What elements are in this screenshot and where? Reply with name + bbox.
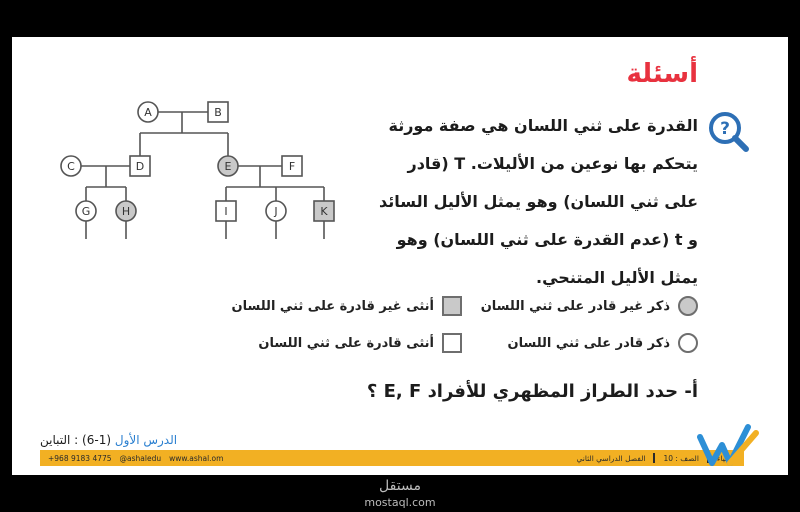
pedigree-individual-h xyxy=(116,201,136,221)
legend-female-nontaster xyxy=(232,296,462,316)
empty-square-icon xyxy=(442,333,462,353)
pedigree-label-a: A xyxy=(144,106,152,119)
pedigree-label-c: C xyxy=(67,160,75,173)
pedigree-generation-3 xyxy=(60,187,340,227)
empty-circle-icon xyxy=(678,333,698,353)
pedigree-label-e: E xyxy=(224,160,232,173)
pedigree-label-j: J xyxy=(274,205,278,218)
watermark-latin: mostaql.com xyxy=(364,496,436,509)
pedigree-individual-g xyxy=(76,201,96,221)
pedigree-individual-i xyxy=(216,201,236,221)
legend-male-nontaster xyxy=(481,296,698,316)
lesson-label xyxy=(40,433,177,447)
pedigree-label-b: B xyxy=(214,106,222,119)
ashal-logo-icon xyxy=(696,423,768,467)
section-heading: أسئلة xyxy=(626,59,698,89)
filled-square-icon xyxy=(442,296,462,316)
lesson-prefix: الدرس الأول xyxy=(114,433,178,447)
footer-subject: الاحياء xyxy=(716,453,736,463)
legend-male-taster xyxy=(508,333,699,353)
pedigree-individual-f xyxy=(282,156,302,176)
footer-bar xyxy=(40,450,744,466)
footer-separator xyxy=(653,453,655,463)
pedigree-individual-e xyxy=(218,156,238,176)
pedigree-individual-d xyxy=(130,156,150,176)
pedigree-individual-j xyxy=(266,201,286,221)
watermark-arabic: مستقل xyxy=(379,478,421,494)
worksheet-slide xyxy=(12,37,788,475)
footer-phone: +968 9183 4775 xyxy=(48,453,112,463)
pedigree-individual-b xyxy=(208,102,228,122)
watermark xyxy=(0,478,800,510)
footer-social: @ashaledu xyxy=(119,453,162,463)
svg-text:?: ? xyxy=(720,119,730,139)
pedigree-individual-k xyxy=(314,201,334,221)
filled-circle-icon xyxy=(678,296,698,316)
pedigree-label-d: D xyxy=(135,160,145,173)
pedigree-label-i: I xyxy=(224,205,228,218)
pedigree-label-f: F xyxy=(288,160,296,173)
legend-label: أنثى قادرة على ثني اللسان xyxy=(258,335,434,351)
question-magnifier-icon xyxy=(706,109,750,153)
footer-contacts xyxy=(48,454,223,463)
footer-grade: الصف : 10 xyxy=(663,453,699,463)
pedigree-individual-c xyxy=(61,156,81,176)
question-a: أ- حدد الطراز المظهري للأفراد E, F ؟ xyxy=(366,381,698,402)
pedigree-individual-a xyxy=(138,102,158,122)
footer-semester: الفصل الدراسي الثاني xyxy=(576,453,646,463)
legend-label: ذكر غير قادر على ثني اللسان xyxy=(480,298,670,314)
question-passage: القدرة على ثني اللسان هي صفة مورثة يتحكم بها نوعين من الأليلات. T (قادر على ثني اللسان) وهو يمثل الأليل السائد و t (عدم القدرة على ثني اللسان) وهو يمثل الأليل المتنحي. xyxy=(379,116,698,287)
legend-label: ذكر قادر على ثني اللسان xyxy=(507,335,670,351)
legend-label: أنثى غير قادرة على ثني اللسان xyxy=(231,298,434,314)
pedigree-label-h: H xyxy=(121,205,131,218)
legend-female-taster xyxy=(258,333,462,353)
pedigree-label-g: G xyxy=(81,205,91,218)
lesson-code: (1-6) : التباين xyxy=(40,433,112,447)
footer-website: www.ashal.om xyxy=(169,453,224,463)
pedigree-label-k: K xyxy=(320,205,328,218)
